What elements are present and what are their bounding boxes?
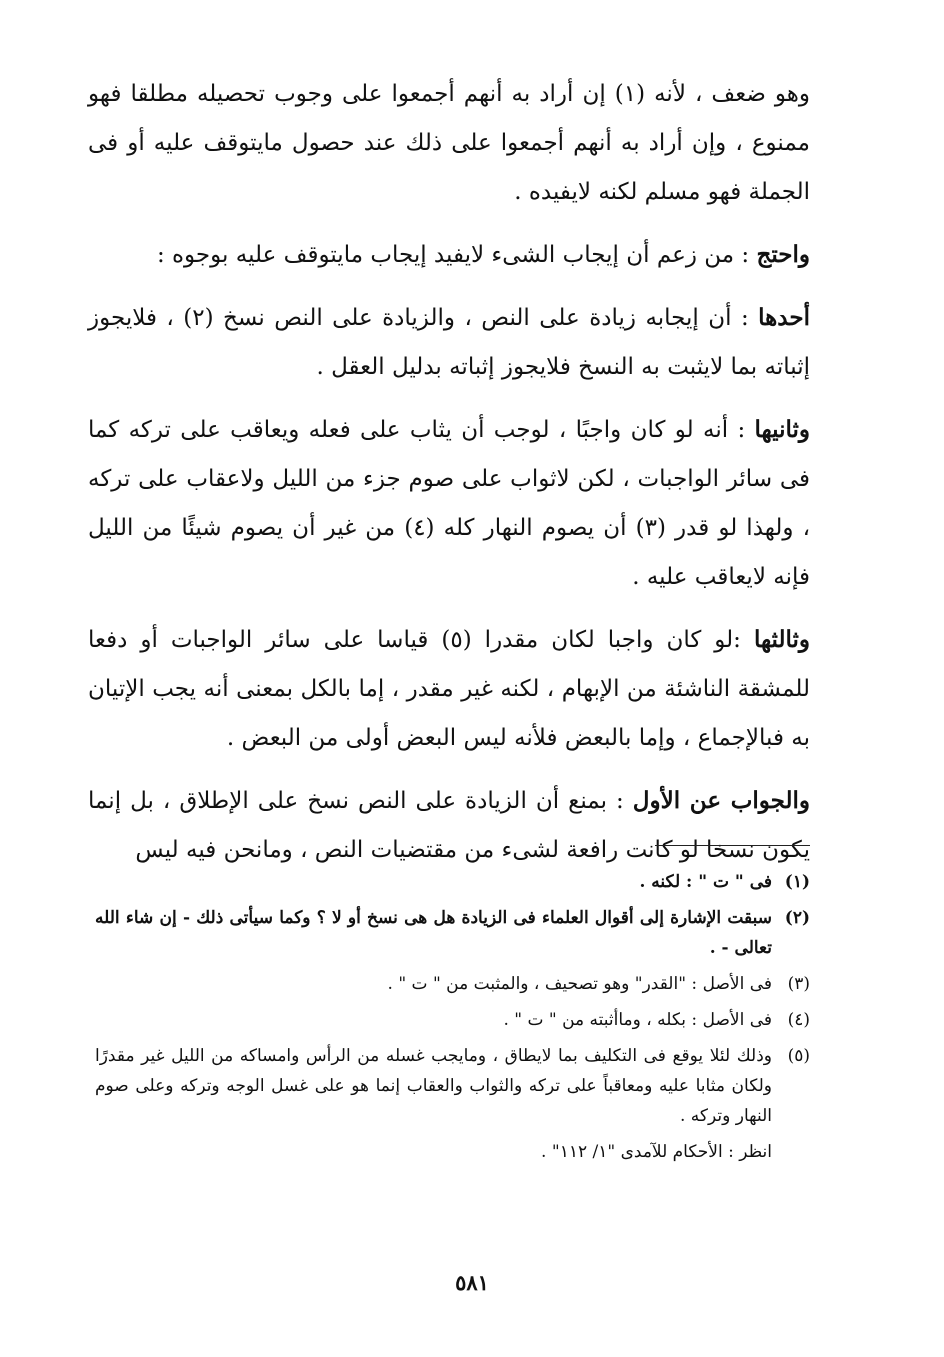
paragraph-6 (88, 776, 810, 875)
paragraph-5-text: :لو كان واجبا لكان مقدرا (٥) قياسا على سائر الواجبات أو دفعا للمشقة الناشئة من الإبهام ، لكنه غير مقدر ، إما بالكل بمعنى أنه يجب الإتيان به فبالإجماع ، وإما بالبعض فلأنه ليس البعض أولى من البعض . (88, 627, 810, 751)
footnote-number: (٥) (787, 1046, 810, 1066)
paragraph-6-lead: والجواب عن الأول (632, 787, 811, 814)
paragraph-5-lead: وثالثها (753, 626, 811, 653)
footnote-text: فى الأصل : بكله ، وماأثبته من " ت " . (503, 1010, 772, 1030)
footnote-text: وذلك لئلا يوقع فى التكليف بما لايطاق ، ومايجب غسله من الرأس وامساكه من الليل غير مقدرًا ولكان مثابا عليه ومعاقباً على تركه والثواب والعقاب إنما هو على غسل الوجه وتركه وعلى صوم النهار وتركه . (95, 1046, 772, 1126)
paragraph-2-lead: واحتج (756, 241, 810, 268)
footnote-text: فى " ت " : لكنه . (639, 872, 772, 892)
paragraph-3 (88, 293, 810, 392)
paragraph-2-text: : من زعم أن إيجاب الشىء لايفيد إيجاب مايتوقف عليه بوجوه : (156, 242, 750, 268)
footnote-text: فى الأصل : "القدر" وهو تصحيف ، والمثبت من " ت " . (387, 974, 772, 994)
footnote-number: (٣) (787, 974, 810, 994)
footnote-divider (655, 845, 810, 846)
paragraph-3-text: : أن إيجابه زيادة على النص ، والزيادة على النص نسخ (٢) ، فلايجوز إثباته بما لايثبت به النسخ فلايجوز إثباته بدليل العقل . (88, 305, 810, 380)
footnote-4 (95, 1005, 810, 1035)
footnote-source: انظر : الأحكام للآمدى "١/ ١١٢" . (541, 1142, 772, 1162)
main-text (88, 70, 810, 888)
footnote-1 (95, 867, 810, 897)
footnote-number: (٢) (784, 908, 810, 928)
paragraph-4-text: : أنه لو كان واجبًا ، لوجب أن يثاب على فعله ويعاقب على تركه كما فى سائر الواجبات ، لكن لاثواب على صوم جزء من الليل ولاعقاب على تركه ، ولهذا لو قدر (٣) أن يصوم النهار كله (٤) من غير أن يصوم شيئًا من الليل فإنه لايعاقب عليه . (88, 417, 810, 590)
paragraph-4 (88, 405, 810, 602)
page-number: ٥٨١ (455, 1270, 489, 1295)
footnote-number: (٤) (787, 1010, 810, 1030)
paragraph-2 (88, 230, 810, 280)
paragraph-6-text: : بمنع أن الزيادة على النص نسخ على الإطلاق ، بل إنما يكون نسخا لو كانت رافعة لشىء من مقتضيات النص ، ومانحن فيه ليس (88, 788, 810, 863)
footnotes (95, 867, 810, 1167)
footnote-number: (١) (784, 872, 810, 892)
footnote-5 (95, 1041, 810, 1131)
paragraph-4-lead: وثانيها (754, 416, 810, 443)
paragraph-3-lead: أحدها (758, 304, 810, 331)
paragraph-5 (88, 615, 810, 763)
footnote-2 (95, 903, 810, 963)
footnote-text: سبقت الإشارة إلى أقوال العلماء فى الزيادة هل هى نسخ أو لا ؟ وكما سيأتى ذلك - إن شاء الله تعالى - . (95, 908, 772, 958)
footnote-3 (95, 969, 810, 999)
paragraph-1: وهو ضعف ، لأنه (١) إن أراد به أنهم أجمعوا على وجوب تحصيله مطلقا فهو ممنوع ، وإن أراد به أنهم أجمعوا على ذلك عند حصول مايتوقف عليه أو فى الجملة فهو مسلم لكنه لايفيده . (88, 81, 810, 205)
